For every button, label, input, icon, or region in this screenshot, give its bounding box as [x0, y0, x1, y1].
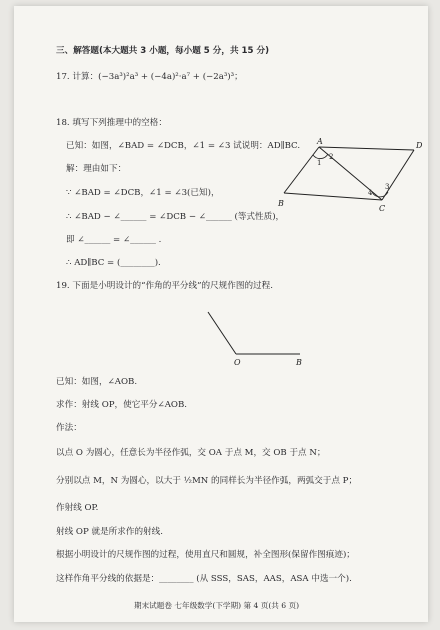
- question-19-step4: 射线 OP 就是所求作的射线.: [56, 527, 163, 537]
- question-19-task2: 根据小明设计的尺规作图的过程，使用直尺和圆规，补全图形(保留作图痕迹)；: [56, 550, 355, 560]
- label-angle-1: 1: [317, 159, 322, 167]
- label-d: D: [416, 141, 423, 150]
- question-18-step3: 即 ∠______ = ∠______ .: [66, 235, 162, 245]
- question-19-step2: 分别以点 M，N 为圆心，以大于 ½MN 的同样长为半径作弧，两弧交于点 P；: [56, 476, 358, 486]
- parallelogram-figure: [276, 134, 426, 214]
- question-18-given: 已知：如图，∠BAD = ∠DCB，∠1 = ∠3 试说明：AD∥BC.: [66, 141, 301, 151]
- section-title: 三、解答题(本大题共 3 小题，每小题 5 分，共 15 分): [56, 46, 270, 56]
- question-19-given: 已知：如图，∠AOB.: [56, 377, 138, 387]
- label-b: B: [278, 199, 284, 208]
- label-o: O: [234, 358, 241, 367]
- angle-aob-figure: [204, 304, 314, 374]
- label-angle-3: 3: [385, 183, 390, 191]
- question-19-task3: 这样作角平分线的依据是：________ (从 SSS，SAS，AAS，ASA 中选一个).: [56, 574, 352, 584]
- question-19-step1: 以点 O 为圆心，任意长为半径作弧，交 OA 于点 M，交 OB 于点 N；: [56, 448, 326, 458]
- label-angle-2: 2: [329, 153, 334, 161]
- label-a: A: [317, 137, 323, 146]
- question-19-task: 求作：射线 OP，使它平分∠AOB.: [56, 400, 187, 410]
- question-18-solution-head: 解：理由如下：: [66, 164, 127, 174]
- label-c: C: [379, 204, 386, 213]
- question-18-step2: ∴ ∠BAD − ∠______ = ∠DCB − ∠______ (等式性质)，: [66, 212, 285, 222]
- question-19-step3: 作射线 OP.: [56, 503, 99, 513]
- exam-page: [14, 6, 428, 622]
- page-footer: 期末试题卷 七年级数学(下学期) 第 4 页(共 6 页): [134, 601, 300, 610]
- label-angle-4: 4: [368, 189, 373, 197]
- question-18-step1: ∵ ∠BAD = ∠DCB，∠1 = ∠3(已知)，: [66, 188, 220, 198]
- question-17: 17. 计算：(−3a³)²a³ + (−4a)²·a⁷ + (−2a³)³；: [56, 72, 243, 82]
- question-18-step4: ∴ AD∥BC = (________).: [66, 258, 161, 268]
- label-b2: B: [296, 358, 302, 367]
- question-18-title: 18. 填写下列推理中的空格：: [56, 118, 167, 128]
- question-19-title: 19. 下面是小明设计的“作角的平分线”的尺规作图的过程.: [56, 281, 273, 291]
- question-19-method-head: 作法：: [56, 423, 82, 433]
